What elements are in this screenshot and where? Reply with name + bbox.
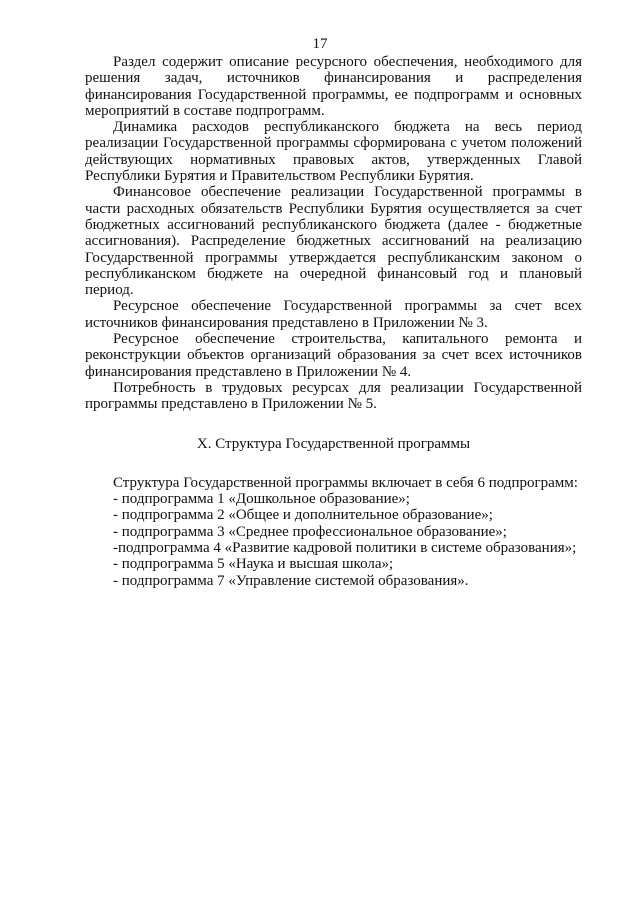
paragraph-resource-description: Раздел содержит описание ресурсного обеспечения, необходимого для решения задач, источников финансирования и распределения финансирования Государственной программы, ее подпрограмм и основных мероприятий в составе подпрограмм.	[85, 54, 582, 119]
subprogram-list	[85, 491, 582, 589]
paragraph-resource-appendix-3: Ресурсное обеспечение Государственной программы за счет всех источников финансирования представлено в Приложении № 3.	[85, 298, 582, 331]
paragraph-budget-dynamics: Динамика расходов республиканского бюджета на весь период реализации Государственной программы сформирована с учетом положений действующих нормативных правовых актов, утвержденных Главой Республики Бурятия и Правительством Республики Бурятия.	[85, 119, 582, 185]
subprogram-item: - подпрограмма 5 «Наука и высшая школа»;	[113, 556, 394, 573]
subprogram-item: - подпрограмма 2 «Общее и дополнительное образование»;	[113, 507, 493, 524]
document-body	[85, 54, 582, 589]
page-number: 17	[312, 36, 328, 52]
paragraph-labor-appendix-5: Потребность в трудовых ресурсах для реализации Государственной программы представлено в Приложении № 5.	[85, 379, 582, 413]
subprogram-item: -подпрограмма 4 «Развитие кадровой политики в системе образования»;	[113, 540, 577, 557]
subprogram-item: - подпрограмма 7 «Управление системой образования».	[113, 572, 469, 589]
paragraph-financial-support: Финансовое обеспечение реализации Государственной программы в части расходных обязательств Республики Бурятия осуществляется за счет бюджетных ассигнований республиканского бюджета (далее - бюджетные ассигнования). Распределение бюджетных ассигнований на реализацию Государственной программы утверждается республиканским законом о республиканском бюджете на очередной финансовый год и плановый период.	[85, 184, 582, 299]
subprogram-item: - подпрограмма 3 «Среднее профессиональное образование»;	[113, 523, 507, 540]
subprogram-item: - подпрограмма 1 «Дошкольное образование»;	[113, 491, 410, 508]
section-title: X. Структура Государственной программы	[196, 435, 471, 452]
structure-intro: Структура Государственной программы включает в себя 6 подпрограмм:	[113, 474, 578, 491]
paragraph-construction-appendix-4: Ресурсное обеспечение строительства, капитального ремонта и реконструкции объектов организаций образования за счет всех источников финансирования представлено в Приложении № 4.	[85, 331, 582, 380]
